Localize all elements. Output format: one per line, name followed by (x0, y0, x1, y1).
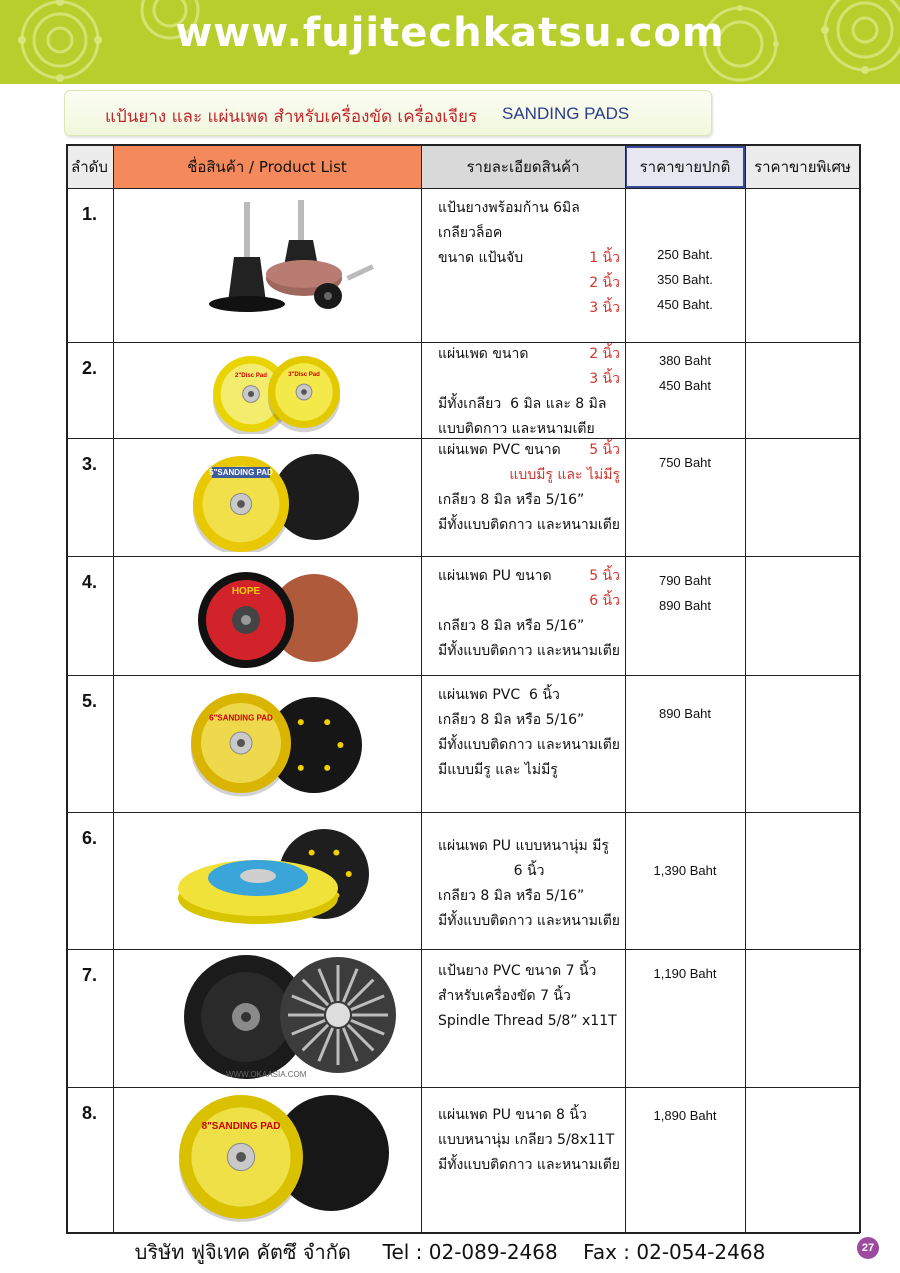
product-details (438, 564, 620, 664)
header-no: ลำดับ (66, 146, 113, 188)
row-number: 6. (81, 828, 97, 848)
table-grid-line (66, 812, 860, 813)
detail-highlight: 2 นิ้ว (589, 346, 620, 362)
detail-text: มีทั้งแบบติดกาว และหนามเตีย (438, 517, 621, 533)
normal-price (625, 450, 745, 475)
price-value: 790 Baht (658, 573, 712, 588)
detail-text: มีทั้งแบบติดกาว และหนามเตีย (438, 737, 621, 753)
table-grid-line (66, 1232, 860, 1234)
footer-fax: Fax : 02-054-2468 (583, 1240, 766, 1264)
detail-line (438, 614, 620, 639)
detail-line (438, 513, 620, 538)
table-grid-line (421, 144, 422, 1233)
header-banner (0, 0, 900, 84)
detail-text: แผ่นเพด ขนาด (438, 346, 529, 362)
svg-text:6"SANDING PAD: 6"SANDING PAD (209, 713, 273, 723)
table-grid-line (66, 556, 860, 557)
price-value: 350 Baht. (657, 272, 713, 287)
detail-line (438, 909, 620, 934)
detail-line (438, 683, 620, 708)
table-grid-line (859, 144, 861, 1233)
price-value: 890 Baht (658, 706, 712, 721)
section-title-thai: แป้นยาง และ แผ่นเพด สำหรับเครื่องขัด เครื่องเจียร (105, 107, 478, 127)
price-value: 450 Baht (658, 378, 712, 393)
product-illustration (114, 442, 420, 552)
price-value: 1,390 Baht (653, 863, 717, 878)
detail-text: มีแบบมีรู และ ไม่มีรู (438, 762, 558, 778)
product-image (114, 1091, 420, 1229)
header-price: ราคาขายปกติ (625, 146, 745, 188)
detail-line (438, 758, 620, 783)
detail-line (438, 271, 620, 296)
table-grid-line (66, 144, 860, 146)
yellow-sanding-pad-icon (191, 693, 291, 797)
detail-text: มีทั้งแบบติดกาว และหนามเตีย (438, 1157, 621, 1173)
product-details (438, 1103, 620, 1178)
detail-text: แผ่นเพด PVC 6 นิ้ว (438, 687, 560, 703)
product-image (114, 346, 420, 434)
price-value: 250 Baht. (657, 247, 713, 262)
normal-price (625, 242, 745, 317)
svg-text:2"Disc Pad: 2"Disc Pad (235, 371, 267, 379)
row-number: 4. (81, 572, 97, 592)
detail-text: มีทั้งแบบติดกาว และหนามเตีย (438, 913, 621, 929)
detail-line (438, 884, 620, 909)
product-image (114, 816, 420, 945)
price-value: 1,190 Baht (653, 966, 717, 981)
detail-line (438, 342, 620, 367)
detail-line (438, 834, 620, 859)
detail-highlight: แบบมีรู และ ไม่มีรู (509, 467, 620, 483)
detail-text: เกลียว 8 มิล หรือ 5/16” (438, 492, 585, 508)
table-grid-line (66, 949, 860, 950)
detail-line (438, 1103, 620, 1128)
pu-soft-pad-icon (178, 860, 338, 924)
table-grid-line (66, 1087, 860, 1088)
yellow-sanding-pad-icon (179, 1095, 303, 1222)
normal-price (625, 858, 745, 883)
pu-sanding-pad-icon (198, 572, 294, 668)
normal-price (625, 1103, 745, 1128)
detail-highlight: 6 นิ้ว (589, 593, 620, 609)
detail-line (438, 438, 620, 463)
detail-line (438, 1128, 620, 1153)
normal-price (625, 568, 745, 618)
detail-line (438, 1153, 620, 1178)
product-image (114, 953, 420, 1083)
detail-line (438, 367, 620, 392)
table-grid-line (745, 144, 746, 1233)
product-image (114, 560, 420, 671)
normal-price (625, 701, 745, 726)
detail-highlight: 3 นิ้ว (589, 300, 620, 316)
ribbed-back-icon (280, 957, 396, 1073)
footer-contact (0, 1236, 900, 1268)
price-value: 750 Baht (658, 455, 712, 470)
product-details (438, 438, 620, 538)
product-image (114, 442, 420, 552)
product-table (66, 144, 860, 1233)
product-illustration (114, 560, 420, 671)
product-details (438, 342, 620, 442)
detail-line (438, 639, 620, 664)
product-illustration (114, 953, 420, 1083)
detail-text: 6 นิ้ว (438, 863, 545, 879)
detail-text: เกลียว 8 มิล หรือ 5/16” (438, 618, 585, 634)
header-product: ชื่อสินค้า / Product List (113, 146, 421, 188)
svg-text:8"SANDING PAD: 8"SANDING PAD (201, 1121, 281, 1133)
detail-line (438, 733, 620, 758)
detail-text: Spindle Thread 5/8” x11T (438, 1013, 617, 1029)
detail-highlight: 5 นิ้ว (589, 568, 620, 584)
table-grid-line (66, 188, 860, 189)
detail-highlight: 5 นิ้ว (589, 442, 620, 458)
detail-line (438, 984, 620, 1009)
detail-text: แป้นยาง PVC ขนาด 7 นิ้ว (438, 963, 597, 979)
yellow-disc-pad-icon (268, 356, 340, 432)
svg-text:3"Disc Pad: 3"Disc Pad (288, 371, 320, 378)
rubber-pad-with-shank-icon (209, 200, 374, 312)
product-image (114, 679, 420, 808)
detail-text: สำหรับเครื่องขัด 7 นิ้ว (438, 988, 571, 1004)
product-illustration (114, 679, 420, 808)
product-details (438, 683, 620, 783)
product-illustration (114, 816, 420, 945)
watermark-text: WWW.OKAASIA.COM (226, 1070, 307, 1079)
page-number-badge: 27 (857, 1237, 879, 1259)
detail-text: มีทั้งแบบติดกาว และหนามเตีย (438, 643, 621, 659)
detail-line (438, 196, 620, 221)
detail-text: เกลียว 8 มิล หรือ 5/16” (438, 888, 585, 904)
product-details (438, 834, 620, 934)
detail-text: แบบติดกาว และหนามเตีย (438, 421, 595, 437)
row-number: 3. (81, 454, 97, 474)
price-value: 1,890 Baht (653, 1108, 717, 1123)
pad-label: 5"SANDING PAD (209, 468, 273, 477)
section-title-box (64, 90, 712, 136)
detail-text: แป้นยางพร้อมก้าน 6มิล (438, 200, 580, 216)
detail-text: มีทั้งเกลียว 6 มิล และ 8 มิล (438, 396, 607, 412)
detail-line (438, 959, 620, 984)
product-illustration (114, 192, 420, 338)
detail-text: แผ่นเพด PVC ขนาด (438, 442, 561, 458)
row-number: 1. (81, 204, 97, 224)
row-number: 8. (81, 1103, 97, 1123)
product-image (114, 192, 420, 338)
detail-line (438, 488, 620, 513)
product-illustration (114, 1091, 420, 1229)
detail-text: ขนาด แป้นจับ (438, 250, 524, 266)
detail-line (438, 463, 620, 488)
product-details (438, 959, 620, 1034)
detail-text: แผ่นเพด PU ขนาด 8 นิ้ว (438, 1107, 587, 1123)
pad-label: HOPE (231, 586, 261, 597)
detail-text: เกลียวล็อค (438, 225, 503, 241)
detail-highlight: 1 นิ้ว (589, 250, 620, 266)
price-value: 380 Baht (658, 353, 712, 368)
table-grid-line (66, 144, 68, 1233)
detail-highlight: 3 นิ้ว (589, 371, 620, 387)
footer-company: บริษัท ฟูจิเทค คัตซึ จำกัด (134, 1240, 351, 1264)
price-value: 450 Baht. (657, 297, 713, 312)
website-url[interactable]: www.fujitechkatsu.com (175, 10, 725, 56)
table-grid-line (66, 675, 860, 676)
detail-line (438, 1009, 620, 1034)
row-number: 5. (81, 691, 97, 711)
detail-line (438, 564, 620, 589)
detail-text: แผ่นเพด PU แบบหนานุ่ม มีรู (438, 838, 609, 854)
detail-line (438, 221, 620, 246)
detail-line (438, 708, 620, 733)
normal-price (625, 348, 745, 398)
footer-tel: Tel : 02-089-2468 (382, 1240, 558, 1264)
detail-text: แบบหนานุ่ม เกลียว 5/8x11T (438, 1132, 615, 1148)
header-details: รายละเอียดสินค้า (421, 146, 625, 188)
header-special-price: ราคาขายพิเศษ (745, 146, 860, 188)
price-value: 890 Baht (658, 598, 712, 613)
detail-text: เกลียว 8 มิล หรือ 5/16” (438, 712, 585, 728)
section-title-english: SANDING PADS (502, 104, 630, 123)
product-details (438, 196, 620, 321)
row-number: 2. (81, 358, 97, 378)
detail-highlight: 2 นิ้ว (589, 275, 620, 291)
detail-line (438, 296, 620, 321)
detail-line (438, 246, 620, 271)
detail-line (438, 589, 620, 614)
product-illustration (114, 346, 420, 434)
detail-line (438, 392, 620, 417)
row-number: 7. (81, 965, 97, 985)
detail-text: แผ่นเพด PU ขนาด (438, 568, 552, 584)
normal-price (625, 961, 745, 986)
detail-line (438, 859, 620, 884)
